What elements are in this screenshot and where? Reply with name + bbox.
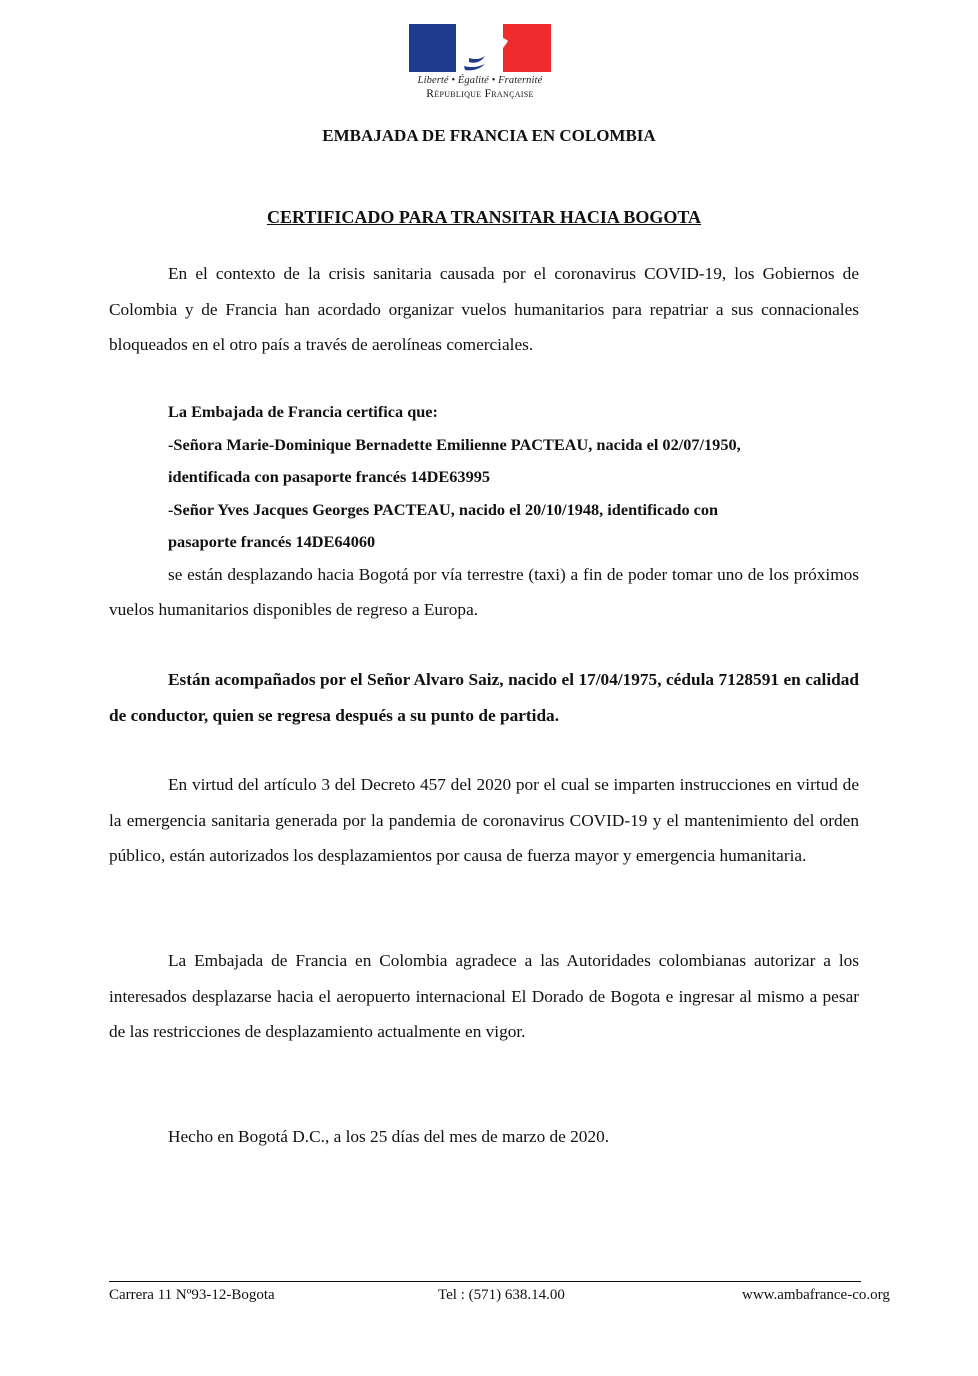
certificate-title: CERTIFICADO PARA TRANSITAR HACIA BOGOTA [266, 207, 702, 227]
certification-block [168, 396, 858, 559]
driver-paragraph: Están acompañados por el Señor Alvaro Saiz, nacido el 17/04/1975, cédula 7128591 en calidad de conductor, quien se regresa después a su punto de partida. [109, 670, 859, 725]
footer-divider [109, 1281, 861, 1282]
person2-line2: pasaporte francés 14DE64060 [168, 532, 376, 551]
context-paragraph: En el contexto de la crisis sanitaria causada por el coronavirus COVID-19, los Gobiernos de Colombia y de Francia han acordado organizar vuelos humanitarios para repatriar a sus connacionales bloqueados en el otro país a través de aerolíneas comerciales. [109, 264, 859, 354]
certify-intro: La Embajada de Francia certifica que: [168, 402, 438, 421]
footer-website: www.ambafrance-co.org [742, 1287, 890, 1303]
thanks-paragraph: La Embajada de Francia en Colombia agradece a las Autoridades colombianas autorizar a los interesados desplazarse hacia el aeropuerto internacional El Dorado de Bogota e ingresar al mismo a pesar de las restricciones de desplazamiento actualmente en vigor. [109, 951, 859, 1041]
person1-line1: -Señora Marie-Dominique Bernadette Emilienne PACTEAU, nacida el 02/07/1950, [168, 434, 741, 454]
footer-address: Carrera 11 Nº93-12-Bogota [109, 1287, 275, 1303]
person1-line2: identificada con pasaporte francés 14DE63995 [168, 467, 490, 486]
signoff-line: Hecho en Bogotá D.C., a los 25 días del mes de marzo de 2020. [168, 1127, 610, 1146]
marianne-flag-emblem [409, 24, 551, 72]
marianne-profile-icon [409, 24, 551, 72]
footer-phone: Tel : (571) 638.14.00 [438, 1287, 565, 1303]
decree-paragraph: En virtud del artículo 3 del Decreto 457 del 2020 por el cual se imparten instrucciones en virtud de la emergencia sanitaria generada por la pandemia de coronavirus COVID-19 y el mantenimiento del orden público, están autorizados los desplazamientos por causa de fuerza mayor y emergencia humanitaria. [109, 775, 859, 865]
republique-francaise-logo [409, 24, 551, 100]
motto: Liberté • Égalité • Fraternité [417, 75, 543, 86]
person2-line1: -Señor Yves Jacques Georges PACTEAU, nacido el 20/10/1948, identificado con [168, 499, 719, 519]
travel-continuation: se están desplazando hacia Bogotá por vía terrestre (taxi) a fin de poder tomar uno de los próximos vuelos humanitarios disponibles de regreso a Europa. [109, 565, 859, 619]
embassy-header: EMBAJADA DE FRANCIA EN COLOMBIA [322, 126, 656, 145]
republique-francaise-text: République Française [426, 88, 534, 100]
